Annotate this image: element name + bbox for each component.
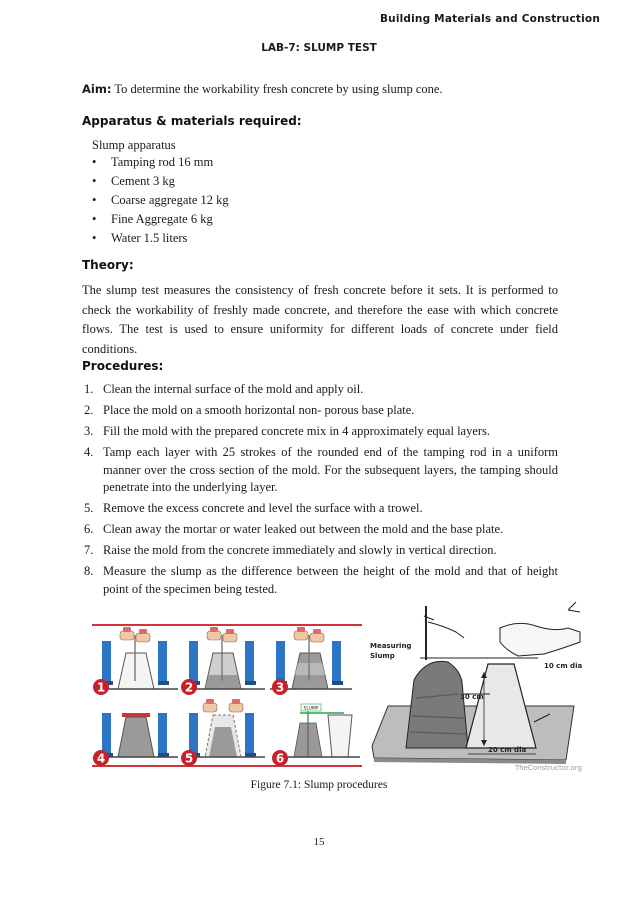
list-item: [82, 402, 558, 420]
list-item: [82, 444, 558, 497]
theory-paragraph: The slump test measures the consistency of fresh concrete before it sets. It is performed to check the workability of freshly made concrete, and therefore the ease with which concrete flows. The test is used to ensure uniformity for different loads of concrete under field conditions.: [82, 283, 558, 356]
step-number: 4.: [84, 445, 94, 459]
step-text: Clean the internal surface of the mold and apply oil.: [103, 382, 364, 396]
step-number-badge: 4: [96, 751, 106, 766]
measuring-slump-illustration: [368, 598, 584, 773]
step-2-figure: [183, 627, 265, 689]
slump-label: Slump: [370, 652, 395, 660]
list-item: [82, 381, 558, 399]
theory-heading: Theory:: [82, 258, 134, 272]
step-number-badge: 3: [275, 680, 285, 695]
height-label: 30 cm: [460, 693, 484, 701]
step-6-figure: [288, 704, 360, 757]
aim-label: Aim:: [82, 82, 112, 96]
procedure-list: [82, 381, 558, 602]
step-number: 5.: [84, 501, 94, 515]
step-number-badge: 5: [184, 751, 194, 766]
list-item: [82, 563, 558, 598]
list-item: • Water 1.5 liters: [92, 229, 229, 248]
step-text: Place the mold on a smooth horizontal non- porous base plate.: [103, 403, 415, 417]
step-number: 1.: [84, 382, 94, 396]
aim-text: To determine the workability fresh concrete by using slump cone.: [114, 82, 443, 96]
step-1-figure: [96, 627, 178, 689]
apparatus-heading: Apparatus & materials required:: [82, 114, 302, 128]
top-diameter-label: 10 cm dia: [544, 662, 583, 670]
page-number: 15: [313, 836, 325, 848]
step-text: Remove the excess concrete and level the surface with a trowel.: [103, 501, 423, 515]
step-text: Clean away the mortar or water leaked out between the mold and the base plate.: [103, 522, 504, 536]
watermark-text: TheConstructor.org: [514, 764, 582, 772]
step-text: Tamp each layer with 25 strokes of the rounded end of the tamping rod in a uniform manner over the cross section of the mold. For the subsequent layers, the tamping should penetrate into the underlying layer.: [103, 445, 558, 494]
running-header: Building Materials and Construction: [379, 13, 600, 25]
list-item: [82, 542, 558, 560]
list-item: • Coarse aggregate 12 kg: [92, 191, 229, 210]
aim-line: [82, 82, 443, 97]
step-number-badge: 6: [275, 751, 285, 766]
step-4-figure: [96, 713, 178, 757]
procedures-heading: Procedures:: [82, 359, 164, 373]
list-item: • Fine Aggregate 6 kg: [92, 210, 229, 229]
page-title: LAB-7: SLUMP TEST: [261, 42, 377, 54]
list-item: [82, 521, 558, 539]
step-number: 6.: [84, 522, 94, 536]
step-number: 8.: [84, 564, 94, 578]
step-number-badge: 2: [184, 680, 194, 695]
slump-small-label: SLUMP: [303, 706, 319, 712]
step-text: Measure the slump as the difference between the height of the mold and that of height point of the specimen being tested.: [103, 564, 558, 596]
step-number: 3.: [84, 424, 94, 438]
list-item: [82, 423, 558, 441]
bottom-diameter-label: 20 cm dia: [488, 746, 527, 754]
step-5-figure: [183, 699, 265, 757]
list-item: [82, 500, 558, 518]
step-text: Fill the mold with the prepared concrete mix in 4 approximately equal layers.: [103, 424, 491, 438]
step-number: 7.: [84, 543, 94, 557]
apparatus-list: [92, 153, 229, 248]
step-number-badge: 1: [96, 680, 106, 695]
apparatus-intro: Slump apparatus: [92, 138, 176, 152]
list-item: • Tamping rod 16 mm: [92, 153, 229, 172]
step-number: 2.: [84, 403, 94, 417]
measuring-label: Measuring: [370, 642, 412, 650]
slump-steps-illustration: [92, 623, 362, 768]
list-item: • Cement 3 kg: [92, 172, 229, 191]
figure-caption: Figure 7.1: Slump procedures: [250, 779, 388, 791]
step-text: Raise the mold from the concrete immediately and slowly in vertical direction.: [103, 543, 497, 557]
